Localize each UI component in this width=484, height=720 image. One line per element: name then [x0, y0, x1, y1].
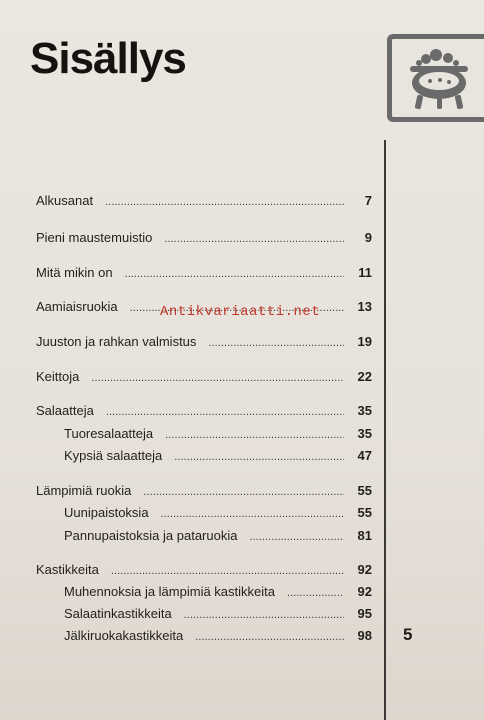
dot-leader	[106, 406, 344, 418]
dot-leader	[143, 486, 344, 498]
toc-entry	[36, 369, 372, 389]
dot-leader	[208, 337, 344, 349]
toc-entry-label: Kypsiä salaatteja	[64, 448, 163, 463]
toc-entry-page: 92	[357, 584, 372, 599]
toc-entry-label: Pieni maustemuistio	[36, 230, 153, 245]
dot-leader	[287, 587, 344, 599]
toc-entry	[36, 193, 372, 213]
toc-entry-page: 47	[357, 448, 372, 463]
dot-leader	[161, 508, 344, 520]
dot-leader	[111, 565, 344, 577]
toc-entry-page: 9	[364, 230, 372, 245]
dot-leader	[249, 531, 344, 543]
toc-entry-label: Aamiaisruokia	[36, 299, 118, 314]
page-title: Sisällys	[30, 34, 186, 83]
toc-entry	[64, 448, 372, 468]
toc-entry-page: 35	[357, 426, 372, 441]
toc-entry-page: 13	[357, 299, 372, 314]
dot-leader	[184, 609, 344, 621]
toc-entry-page: 98	[357, 628, 372, 643]
dot-leader	[105, 196, 344, 208]
toc-entry	[64, 606, 372, 626]
toc-entry-label: Tuoresalaatteja	[64, 426, 154, 441]
dot-leader	[91, 372, 344, 384]
toc-entry-page: 81	[357, 528, 372, 543]
toc-entry-label: Salaatteja	[36, 403, 94, 418]
watermark-text: Antikvariaatti.net	[160, 304, 321, 320]
page-number: 5	[403, 625, 413, 644]
dot-leader	[165, 429, 344, 441]
toc-entry-page: 55	[357, 505, 372, 520]
toc-entry-label: Jälkiruokakastikkeita	[64, 628, 184, 643]
toc-entry-label: Mitä mikin on	[36, 265, 113, 280]
toc-entry-label: Juuston ja rahkan valmistus	[36, 334, 197, 349]
toc-entry	[36, 403, 372, 423]
toc-entry-page: 92	[357, 562, 372, 577]
toc-entry-page: 7	[364, 193, 372, 208]
toc-entry-label: Kastikkeita	[36, 562, 99, 577]
toc-entry	[36, 265, 372, 285]
toc-entry	[64, 426, 372, 446]
toc-entry-label: Uunipaistoksia	[64, 505, 149, 520]
toc-entry	[64, 528, 372, 548]
toc-entry-page: 19	[357, 334, 372, 349]
toc-entry-label: Pannupaistoksia ja pataruokia	[64, 528, 238, 543]
toc-entry-label: Alkusanat	[36, 193, 94, 208]
toc-entry	[64, 584, 372, 604]
toc-entry	[36, 483, 372, 503]
toc-entry	[64, 505, 372, 525]
toc-entry-page: 95	[357, 606, 372, 621]
toc-entry-page: 55	[357, 483, 372, 498]
toc-entry-label: Lämpimiä ruokia	[36, 483, 132, 498]
dot-leader	[195, 631, 344, 643]
dot-leader	[174, 451, 344, 463]
toc-entry-label: Muhennoksia ja lämpimiä kastikkeita	[64, 584, 275, 599]
toc-entry	[36, 230, 372, 250]
toc-entry-page: 35	[357, 403, 372, 418]
toc-entry-label: Salaatinkastikkeita	[64, 606, 172, 621]
toc-entry	[36, 334, 372, 354]
toc-entry-label: Keittoja	[36, 369, 80, 384]
toc-entry	[36, 562, 372, 582]
toc-entry	[64, 628, 372, 648]
dot-leader	[125, 268, 344, 280]
toc-entry-page: 22	[357, 369, 372, 384]
dot-leader	[164, 233, 344, 245]
toc-entry-page: 11	[358, 265, 372, 280]
